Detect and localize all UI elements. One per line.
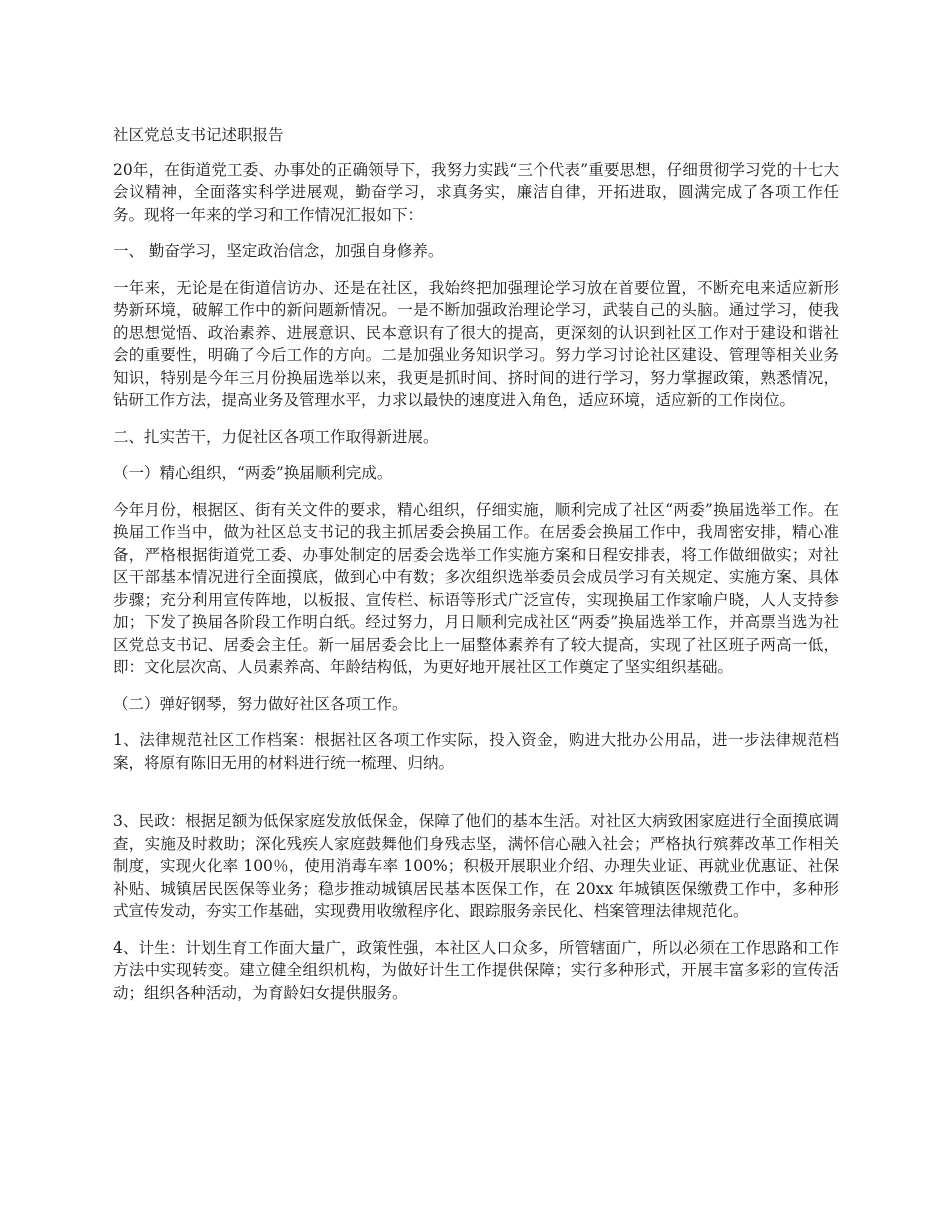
- section-heading-2: 二、扎实苦干，力促社区各项工作取得新进展。: [113, 427, 439, 446]
- blank-gap: [113, 788, 839, 810]
- election-paragraph: 今年月份，根据区、街有关文件的要求，精心组织，仔细实施，顺利完成了社区“两委”换届选举工作。在换届工作当中，做为社区总支书记的我主抓居委会换届工作。在居委会换届工作中，我周密安排，精心准备，严格根据街道党工委、办事处制定的居委会选举工作实施方案和日程安排表，将工作做细做实；对社区干部基本情况进行全面摸底，做到心中有数；多次组织选举委员会成员学习有关规定、实施方案、具体步骤；充分利用宣传阵地，以板报、宣传栏、标语等形式广泛宣传，实现换届工作家喻户晓，人人支持参加；下发了换届各阶段工作明白纸。经过努力，月日顺利完成社区“两委”换届选举工作，并高票当选为社区党总支书记、居委会主任。新一届居委会比上一届整体素养有了较大提高，实现了社区班子两高一低，即：文化层次高、人员素养高、年龄结构低，为更好地开展社区工作奠定了坚实组织基础。: [113, 500, 839, 676]
- study-paragraph: 一年来，无论是在街道信访办、还是在社区，我始终把加强理论学习放在首要位置，不断充电来适应新形势新环境，破解工作中的新问题新情况。一是不断加强政治理论学习，武装自己的头脑。通过学习，使我的思想觉悟、政治素养、进展意识、民本意识有了很大的提高，更深刻的认识到社区工作对于建设和谐社会的重要性，明确了今后工作的方向。二是加强业务知识学习。努力学习讨论社区建设、管理等相关业务知识，特别是今年三月份换届选举以来，我更是抓时间、挤时间的进行学习，努力掌握政策，熟悉情况，钻研工作方法，提高业务及管理水平，力求以最快的速度进入角色，适应环境，适应新的工作岗位。: [113, 278, 839, 409]
- document-title: 社区党总支书记述职报告: [113, 126, 284, 144]
- archives-paragraph: 1、法律规范社区工作档案：根据社区各项工作实际，投入资金，购进大批办公用品，进一步法律规范档案，将原有陈旧无用的材料进行统一梳理、归纳。: [113, 731, 839, 772]
- intro-paragraph: 20年，在街道党工委、办事处的正确领导下，我努力实践“三个代表”重要思想，仔细贯彻学习党的十七大会议精神，全面落实科学进展观，勤奋学习，求真务实，廉洁自律，开拓进取，圆满完成了各项工作任务。现将一年来的学习和工作情况汇报如下：: [113, 160, 839, 224]
- document-body: [113, 124, 839, 1018]
- family-planning-paragraph: 4、计生：计划生育工作面大量广，政策性强，本社区人口众多，所管辖面广，所以必须在工作思路和工作方法中实现转变。建立健全组织机构，为做好计生工作提供保障；实行多种形式，开展丰富多彩的宣传活动；组织各种活动，为育龄妇女提供服务。: [113, 938, 839, 1002]
- section-heading-1: 一、 勤奋学习，坚定政治信念，加强自身修养。: [113, 242, 444, 260]
- civil-affairs-paragraph: 3、民政：根据足额为低保家庭发放低保金，保障了他们的基本生活。对社区大病致困家庭进行全面摸底调查，实施及时救助；深化残疾人家庭鼓舞他们身残志坚，满怀信心融入社会；严格执行殡葬改革工作相关制度，实现火化率 100％，使用消毒车率 100%；积极开展职业介绍、办理失业证、再就业优惠证、社保补贴、城镇居民医保等业务；稳步推动城镇居民基本医保工作，在 20xx 年城镇医保缴费工作中，多种形式宣传发动，夯实工作基础，实现费用收缴程序化、跟踪服务亲民化、档案管理法律规范化。: [113, 812, 839, 920]
- subsection-heading-2: （二）弹好钢琴，努力做好社区各项工作。: [113, 694, 408, 713]
- subsection-heading-1: （一）精心组织，“两委”换届顺利完成。: [113, 464, 393, 482]
